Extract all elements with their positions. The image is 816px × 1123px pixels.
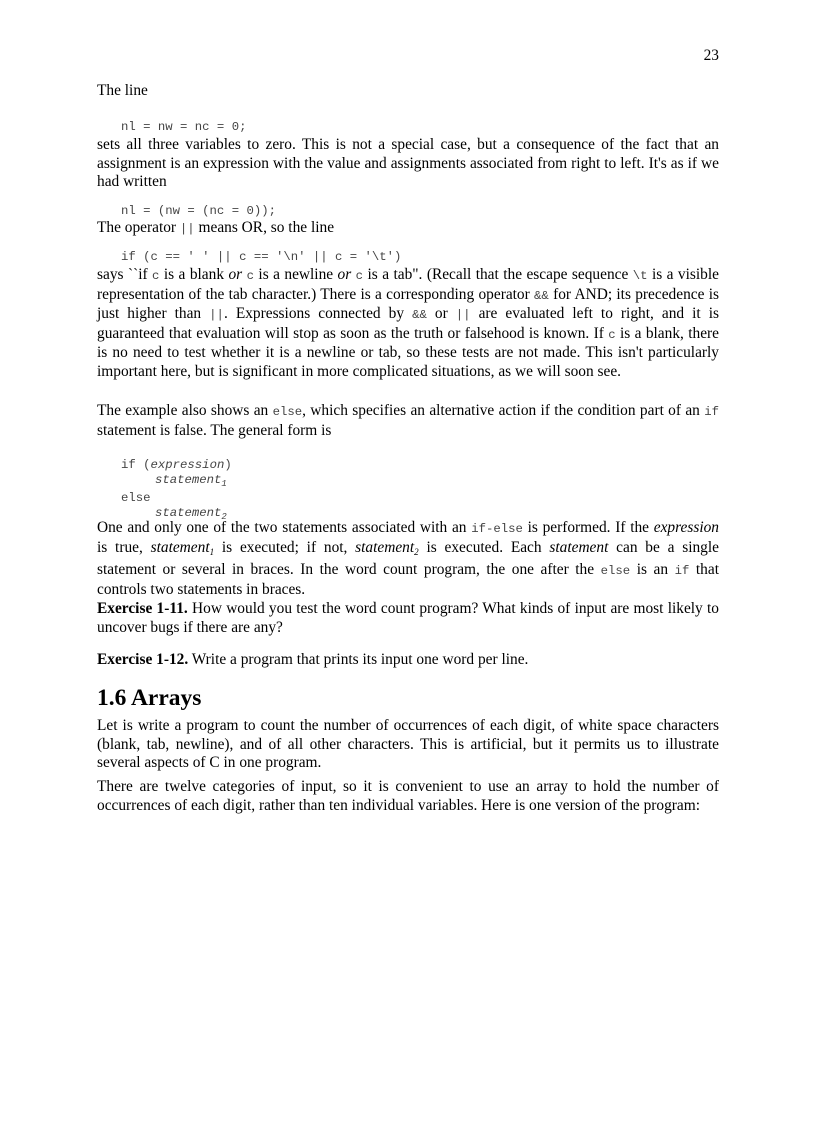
paragraph-arrays-categories: There are twelve categories of input, so it is convenient to use an array to hold the number of occurrences of each digit, rather than ten individual variables. Here is one version of the program: bbox=[97, 778, 719, 814]
exercise-1-12: Exercise 1-12. Write a program that prints its input one word per line. bbox=[97, 651, 529, 668]
paragraph-arrays-intro: Let is write a program to count the number of occurrences of each digit, of white space characters (blank, tab, newline), and of all other characters. This is artificial, but it permits us to illustrate several aspects of C in one program. bbox=[97, 717, 719, 771]
code-block-nested-assignment: nl = (nw = (nc = 0)); bbox=[121, 204, 276, 218]
paragraph-if-else: One and only one of the two statements associated with an if-else is performed. If the expression is true, statement$_1$ is executed; if not, statement$_2$ is executed. Each statement can be a single statement or several in braces. In the word count program, the one after the else is an if that controls two statements in braces. bbox=[97, 519, 719, 598]
paragraph-the-line: The line bbox=[97, 82, 148, 99]
page-number: 23 bbox=[703, 47, 719, 64]
paragraph-assignment: sets all three variables to zero. This is not a special case, but a consequence of the fact that an assignment is an expression with the value and assignments associated from right to left. It's as if we had written bbox=[97, 136, 719, 190]
code-block-if-else-form: if (expression) statement$_1$ else statement$_2$ bbox=[121, 458, 232, 522]
code-block-if-condition: if (c == ' ' || c == '\n' || c = '\t') bbox=[121, 250, 402, 264]
exercise-1-11: Exercise 1-11. How would you test the word count program? What kinds of input are most likely to uncover bugs if there are any? bbox=[97, 600, 719, 636]
section-heading: 1.6 Arrays bbox=[97, 685, 202, 711]
paragraph-else: The example also shows an else, which specifies an alternative action if the condition part of an if statement is false. The general form is bbox=[97, 402, 719, 439]
paragraph-explanation: says ``if c is a blank or c is a newline or c is a tab". (Recall that the escape sequence \t is a visible representation of the tab character.) There is a corresponding operator && for AND; its precedence is just higher than ||. Expressions connected by && or || are evaluated left to right, and it is guaranteed that evaluation will stop as soon as the truth or falsehood is known. If c is a blank, there is no need to test whether it is a newline or tab, so these tests are not made. This isn't particularly important here, but is significant in more complicated situations, as we will soon see. bbox=[97, 266, 719, 380]
paragraph-or-operator: The operator || means OR, so the line bbox=[97, 219, 335, 236]
inline-code: || bbox=[179, 222, 195, 236]
code-block-assignment: nl = nw = nc = 0; bbox=[121, 120, 247, 134]
